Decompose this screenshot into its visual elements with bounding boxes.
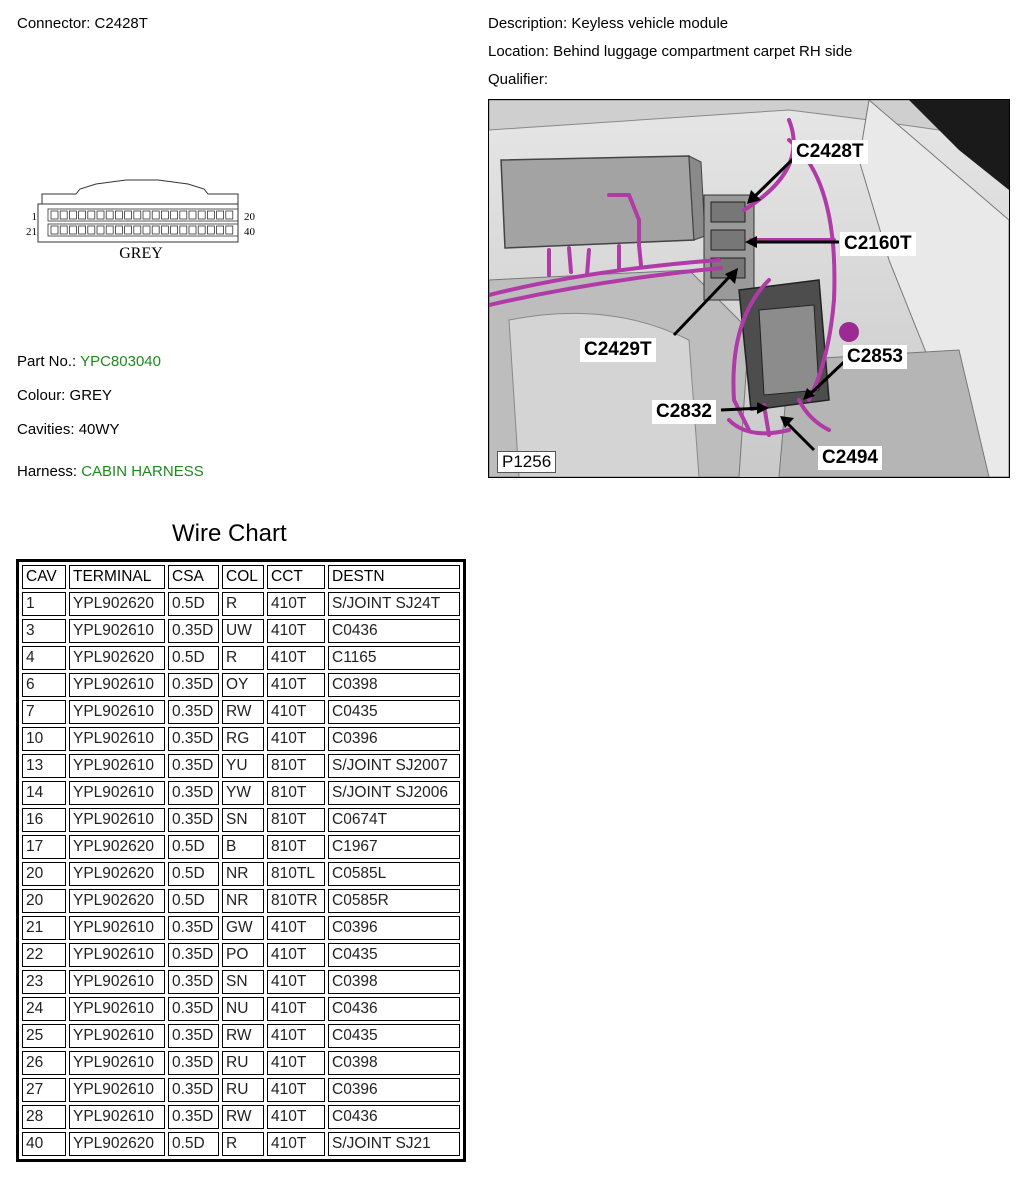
cell-cct: 410T bbox=[267, 646, 325, 670]
cell-csa: 0.5D bbox=[168, 835, 219, 859]
connector-pin bbox=[88, 226, 95, 234]
cell-destn: S/JOINT SJ2006 bbox=[328, 781, 460, 805]
pin-label-20: 20 bbox=[244, 211, 255, 223]
table-row bbox=[22, 700, 460, 724]
header-col: COL bbox=[222, 565, 264, 589]
connector-pin bbox=[106, 211, 113, 219]
cell-csa: 0.5D bbox=[168, 646, 219, 670]
cell-destn: C0436 bbox=[328, 1105, 460, 1129]
cell-csa: 0.35D bbox=[168, 700, 219, 724]
connector-pin bbox=[97, 211, 104, 219]
pin-label-21: 21 bbox=[26, 226, 37, 238]
connector-pin bbox=[207, 211, 214, 219]
cell-destn: C0435 bbox=[328, 1024, 460, 1048]
connector-pin bbox=[171, 226, 178, 234]
callout-c2832: C2832 bbox=[652, 400, 716, 424]
cell-csa: 0.35D bbox=[168, 1078, 219, 1102]
cell-col: SN bbox=[222, 808, 264, 832]
cell-col: R bbox=[222, 592, 264, 616]
cell-col: GW bbox=[222, 916, 264, 940]
qualifier-line bbox=[488, 71, 548, 88]
cell-terminal: YPL902610 bbox=[69, 727, 165, 751]
cell-csa: 0.5D bbox=[168, 862, 219, 886]
cell-destn: C0398 bbox=[328, 1051, 460, 1075]
table-row bbox=[22, 970, 460, 994]
cell-cav: 10 bbox=[22, 727, 66, 751]
cell-cav: 14 bbox=[22, 781, 66, 805]
connector-pin bbox=[79, 226, 86, 234]
cell-terminal: YPL902620 bbox=[69, 889, 165, 913]
table-row bbox=[22, 1078, 460, 1102]
connector-pin bbox=[180, 226, 187, 234]
cell-cav: 27 bbox=[22, 1078, 66, 1102]
connector-label: Connector: bbox=[17, 15, 91, 32]
cell-cav: 3 bbox=[22, 619, 66, 643]
cell-cav: 1 bbox=[22, 592, 66, 616]
cell-csa: 0.35D bbox=[168, 1051, 219, 1075]
connector-pin bbox=[198, 211, 205, 219]
connector-pin bbox=[134, 211, 141, 219]
cell-destn: C1165 bbox=[328, 646, 460, 670]
cell-destn: C0674T bbox=[328, 808, 460, 832]
cell-cct: 810T bbox=[267, 835, 325, 859]
cell-cct: 410T bbox=[267, 916, 325, 940]
cell-cct: 410T bbox=[267, 700, 325, 724]
cell-terminal: YPL902610 bbox=[69, 997, 165, 1021]
connector-pin bbox=[161, 211, 168, 219]
cell-cct: 410T bbox=[267, 1024, 325, 1048]
connector-pin bbox=[115, 226, 122, 234]
connector-pin bbox=[60, 211, 67, 219]
cell-col: RU bbox=[222, 1078, 264, 1102]
cell-terminal: YPL902610 bbox=[69, 916, 165, 940]
description-line bbox=[488, 15, 728, 32]
pin-label-40: 40 bbox=[244, 226, 255, 238]
cell-cct: 410T bbox=[267, 619, 325, 643]
table-row bbox=[22, 808, 460, 832]
connector-line bbox=[17, 15, 148, 32]
cell-cct: 410T bbox=[267, 1132, 325, 1156]
cell-col: OY bbox=[222, 673, 264, 697]
callout-c2428t: C2428T bbox=[792, 140, 868, 164]
cell-cav: 6 bbox=[22, 673, 66, 697]
cell-terminal: YPL902620 bbox=[69, 835, 165, 859]
cell-csa: 0.5D bbox=[168, 889, 219, 913]
cell-csa: 0.35D bbox=[168, 1105, 219, 1129]
cell-terminal: YPL902620 bbox=[69, 592, 165, 616]
connector-pin bbox=[161, 226, 168, 234]
cell-cav: 22 bbox=[22, 943, 66, 967]
cell-terminal: YPL902620 bbox=[69, 1132, 165, 1156]
harness-line bbox=[17, 463, 204, 480]
cell-destn: S/JOINT SJ21 bbox=[328, 1132, 460, 1156]
harness-link[interactable]: CABIN HARNESS bbox=[81, 463, 204, 480]
connector-pin bbox=[180, 211, 187, 219]
connector-pin bbox=[97, 226, 104, 234]
connector-pin bbox=[51, 226, 58, 234]
description-label: Description: bbox=[488, 15, 568, 32]
table-row bbox=[22, 835, 460, 859]
connector-pin bbox=[143, 226, 150, 234]
connector-pin bbox=[207, 226, 214, 234]
cell-cav: 20 bbox=[22, 889, 66, 913]
location-photo-illustration bbox=[489, 100, 1009, 477]
cell-col: PO bbox=[222, 943, 264, 967]
cell-cav: 23 bbox=[22, 970, 66, 994]
location-line bbox=[488, 43, 852, 60]
cell-terminal: YPL902610 bbox=[69, 1024, 165, 1048]
connector-pin bbox=[217, 211, 224, 219]
table-row bbox=[22, 673, 460, 697]
cell-csa: 0.35D bbox=[168, 673, 219, 697]
header-destn: DESTN bbox=[328, 565, 460, 589]
cell-destn: C0398 bbox=[328, 673, 460, 697]
location-value: Behind luggage compartment carpet RH side bbox=[553, 43, 853, 60]
cell-csa: 0.35D bbox=[168, 997, 219, 1021]
table-row bbox=[22, 889, 460, 913]
callout-c2160t: C2160T bbox=[840, 232, 916, 256]
cell-terminal: YPL902610 bbox=[69, 754, 165, 778]
cell-terminal: YPL902620 bbox=[69, 862, 165, 886]
cell-cct: 410T bbox=[267, 1078, 325, 1102]
part-no-label: Part No.: bbox=[17, 353, 77, 370]
connector-value: C2428T bbox=[94, 15, 148, 32]
wire-chart-table bbox=[16, 559, 466, 1162]
cell-cct: 810T bbox=[267, 781, 325, 805]
table-row bbox=[22, 619, 460, 643]
harness-label: Harness: bbox=[17, 463, 78, 480]
connector-pin bbox=[217, 226, 224, 234]
connector-pin bbox=[134, 226, 141, 234]
cell-destn: C1967 bbox=[328, 835, 460, 859]
cell-col: SN bbox=[222, 970, 264, 994]
cell-cav: 28 bbox=[22, 1105, 66, 1129]
connector-pin bbox=[125, 226, 132, 234]
cavities-label: Cavities: bbox=[17, 421, 75, 438]
cell-csa: 0.35D bbox=[168, 1024, 219, 1048]
cell-col: RW bbox=[222, 1024, 264, 1048]
header-cct: CCT bbox=[267, 565, 325, 589]
cell-destn: S/JOINT SJ2007 bbox=[328, 754, 460, 778]
cell-cct: 410T bbox=[267, 673, 325, 697]
connector-pin bbox=[226, 211, 233, 219]
cell-cav: 20 bbox=[22, 862, 66, 886]
cell-col: YW bbox=[222, 781, 264, 805]
table-row bbox=[22, 754, 460, 778]
header-terminal: TERMINAL bbox=[69, 565, 165, 589]
cell-cct: 410T bbox=[267, 1105, 325, 1129]
table-row bbox=[22, 997, 460, 1021]
cell-cct: 810T bbox=[267, 808, 325, 832]
part-no-line bbox=[17, 353, 161, 370]
connector-pin bbox=[88, 211, 95, 219]
connector-pin bbox=[189, 211, 196, 219]
cell-csa: 0.35D bbox=[168, 943, 219, 967]
table-row bbox=[22, 727, 460, 751]
header-cav: CAV bbox=[22, 565, 66, 589]
connector-pin bbox=[106, 226, 113, 234]
cell-cct: 410T bbox=[267, 997, 325, 1021]
cell-terminal: YPL902610 bbox=[69, 781, 165, 805]
cell-col: YU bbox=[222, 754, 264, 778]
cell-cav: 7 bbox=[22, 700, 66, 724]
cell-col: RU bbox=[222, 1051, 264, 1075]
callout-c2429t: C2429T bbox=[580, 338, 656, 362]
cell-csa: 0.35D bbox=[168, 781, 219, 805]
cell-col: RG bbox=[222, 727, 264, 751]
photo-code: P1256 bbox=[497, 451, 556, 473]
cell-terminal: YPL902610 bbox=[69, 700, 165, 724]
connector-pin bbox=[152, 211, 159, 219]
cell-cav: 4 bbox=[22, 646, 66, 670]
cell-terminal: YPL902610 bbox=[69, 619, 165, 643]
colour-value: GREY bbox=[69, 387, 113, 404]
table-row bbox=[22, 1105, 460, 1129]
cavities-line bbox=[17, 421, 120, 438]
cavities-value: 40WY bbox=[78, 421, 120, 438]
connector-pin bbox=[60, 226, 67, 234]
connector-pin bbox=[69, 226, 76, 234]
cell-csa: 0.35D bbox=[168, 916, 219, 940]
cell-col: RW bbox=[222, 700, 264, 724]
table-row bbox=[22, 916, 460, 940]
cell-cav: 26 bbox=[22, 1051, 66, 1075]
part-no-link[interactable]: YPC803040 bbox=[80, 353, 161, 370]
cell-col: NR bbox=[222, 862, 264, 886]
cell-csa: 0.35D bbox=[168, 727, 219, 751]
connector-pin bbox=[51, 211, 58, 219]
table-row bbox=[22, 592, 460, 616]
table-row bbox=[22, 646, 460, 670]
cell-destn: C0396 bbox=[328, 916, 460, 940]
cell-terminal: YPL902610 bbox=[69, 1078, 165, 1102]
cell-csa: 0.35D bbox=[168, 619, 219, 643]
connector-pin bbox=[125, 211, 132, 219]
cell-destn: C0435 bbox=[328, 943, 460, 967]
cell-destn: C0435 bbox=[328, 700, 460, 724]
cell-terminal: YPL902620 bbox=[69, 646, 165, 670]
cell-cct: 410T bbox=[267, 970, 325, 994]
wire-chart-header-row bbox=[22, 565, 460, 589]
cell-col: RW bbox=[222, 1105, 264, 1129]
cell-destn: C0436 bbox=[328, 997, 460, 1021]
cell-col: R bbox=[222, 646, 264, 670]
connector-pin bbox=[189, 226, 196, 234]
callout-c2853: C2853 bbox=[843, 345, 907, 369]
wire-chart-body bbox=[22, 592, 460, 1156]
cell-terminal: YPL902610 bbox=[69, 1051, 165, 1075]
colour-line bbox=[17, 387, 112, 404]
cell-terminal: YPL902610 bbox=[69, 808, 165, 832]
connector-pin bbox=[79, 211, 86, 219]
cell-col: NU bbox=[222, 997, 264, 1021]
connector-pin bbox=[69, 211, 76, 219]
cell-destn: C0396 bbox=[328, 1078, 460, 1102]
connector-pin bbox=[198, 226, 205, 234]
cell-destn: C0436 bbox=[328, 619, 460, 643]
cell-cct: 410T bbox=[267, 1051, 325, 1075]
pin-label-1: 1 bbox=[31, 211, 37, 223]
cell-col: R bbox=[222, 1132, 264, 1156]
wire-chart-title: Wire Chart bbox=[172, 520, 287, 547]
description-value: Keyless vehicle module bbox=[571, 15, 729, 32]
cell-destn: C0585L bbox=[328, 862, 460, 886]
table-row bbox=[22, 781, 460, 805]
qualifier-label: Qualifier: bbox=[488, 71, 549, 88]
cell-cct: 410T bbox=[267, 727, 325, 751]
cell-terminal: YPL902610 bbox=[69, 970, 165, 994]
cell-cct: 810T bbox=[267, 754, 325, 778]
cell-cav: 40 bbox=[22, 1132, 66, 1156]
table-row bbox=[22, 1132, 460, 1156]
connector-face-drawing bbox=[18, 172, 268, 267]
location-photo bbox=[488, 99, 1010, 478]
cell-csa: 0.35D bbox=[168, 808, 219, 832]
cell-csa: 0.35D bbox=[168, 754, 219, 778]
cell-destn: C0398 bbox=[328, 970, 460, 994]
table-row bbox=[22, 1024, 460, 1048]
cell-col: B bbox=[222, 835, 264, 859]
location-label: Location: bbox=[488, 43, 549, 60]
cell-destn: C0396 bbox=[328, 727, 460, 751]
table-row bbox=[22, 943, 460, 967]
cell-cav: 13 bbox=[22, 754, 66, 778]
connector-pin bbox=[171, 211, 178, 219]
cell-cav: 21 bbox=[22, 916, 66, 940]
header-csa: CSA bbox=[168, 565, 219, 589]
callout-c2494: C2494 bbox=[818, 446, 882, 470]
table-row bbox=[22, 1051, 460, 1075]
colour-label: Colour: bbox=[17, 387, 66, 404]
connector-pin bbox=[143, 211, 150, 219]
connector-colour-caption: GREY bbox=[119, 245, 163, 262]
cell-terminal: YPL902610 bbox=[69, 1105, 165, 1129]
cell-cav: 17 bbox=[22, 835, 66, 859]
cell-csa: 0.35D bbox=[168, 970, 219, 994]
cell-cct: 410T bbox=[267, 943, 325, 967]
connector-pin bbox=[226, 226, 233, 234]
cell-col: NR bbox=[222, 889, 264, 913]
cell-col: UW bbox=[222, 619, 264, 643]
cell-destn: C0585R bbox=[328, 889, 460, 913]
cell-cav: 25 bbox=[22, 1024, 66, 1048]
cell-terminal: YPL902610 bbox=[69, 673, 165, 697]
cell-csa: 0.5D bbox=[168, 592, 219, 616]
cell-cct: 410T bbox=[267, 592, 325, 616]
cell-cav: 16 bbox=[22, 808, 66, 832]
connector-pin bbox=[115, 211, 122, 219]
cell-destn: S/JOINT SJ24T bbox=[328, 592, 460, 616]
cell-csa: 0.5D bbox=[168, 1132, 219, 1156]
cell-cct: 810TL bbox=[267, 862, 325, 886]
connector-pin bbox=[152, 226, 159, 234]
cell-cct: 810TR bbox=[267, 889, 325, 913]
table-row bbox=[22, 862, 460, 886]
cell-terminal: YPL902610 bbox=[69, 943, 165, 967]
cell-cav: 24 bbox=[22, 997, 66, 1021]
